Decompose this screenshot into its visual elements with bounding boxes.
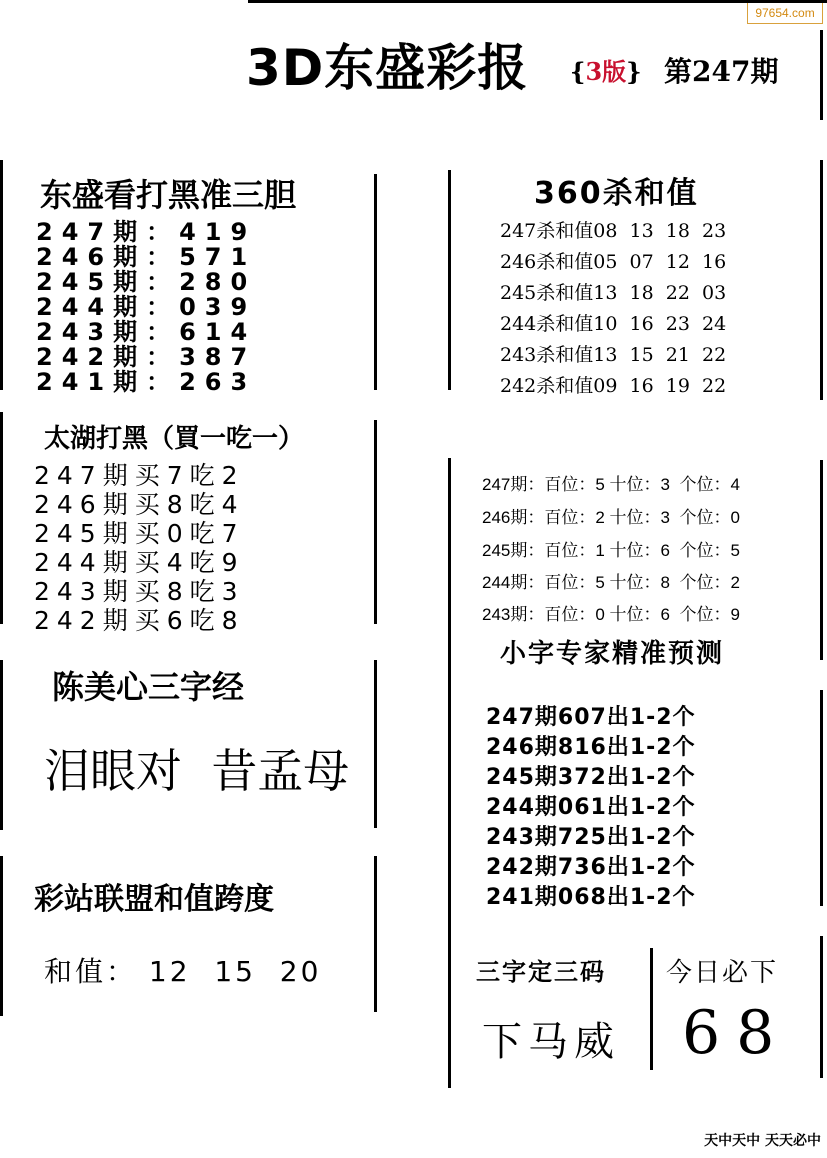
section-360-title: 360杀和值	[534, 176, 699, 211]
right-rule-3	[820, 690, 823, 906]
position-row: 247期：百位：5 十位：3 个位：4	[482, 475, 740, 494]
sanzi-content: 下马威	[482, 1019, 620, 1065]
taihu-row: 243期买8吃3	[34, 577, 245, 606]
position-row: 246期：百位：2 十位：3 个位：0	[482, 508, 740, 527]
position-row: 244期：百位：5 十位：8 个位：2	[482, 573, 740, 592]
section-sanchuan-title: 东盛看打黑准三胆	[40, 176, 297, 214]
today-numbers: 68	[682, 998, 791, 1068]
position-row: 243期：百位：0 十位：6 个位：9	[482, 605, 740, 624]
hezhi-values: 和值： 12 15 20	[44, 955, 322, 988]
expert-row: 243期725出1-2个	[486, 825, 696, 850]
left-border-1	[0, 160, 3, 390]
bottom-box-divider	[650, 948, 653, 1070]
section-sanzijing-title: 陈美心三字经	[52, 668, 245, 706]
kill-sum-row: 242杀和值09 16 19 22	[500, 375, 727, 397]
right-rule-2	[820, 460, 823, 660]
sanchuan-row: 241期：263	[36, 368, 257, 396]
expert-row: 242期736出1-2个	[486, 855, 696, 880]
left-border-3	[0, 660, 3, 830]
expert-row: 241期068出1-2个	[486, 885, 696, 910]
right-rule-4	[820, 936, 823, 1078]
sanchuan-row: 243期：614	[36, 318, 257, 346]
section-taihu-title: 太湖打黑（買一吃一）	[44, 424, 305, 454]
edition-badge	[570, 52, 642, 87]
position-row: 245期：百位：1 十位：6 个位：5	[482, 541, 740, 560]
expert-row: 245期372出1-2个	[486, 765, 696, 790]
section-expert-title: 小字专家精准预测	[500, 639, 725, 669]
kill-sum-row: 244杀和值10 16 23 24	[500, 313, 727, 335]
center-divider-2	[448, 458, 451, 1088]
expert-row: 244期061出1-2个	[486, 795, 696, 820]
page-title: 3D东盛彩报	[246, 39, 529, 97]
taihu-row: 246期买8吃4	[34, 490, 245, 519]
sanchuan-row: 244期：039	[36, 293, 257, 321]
sanchuan-row: 245期：280	[36, 268, 257, 296]
sanchuan-row: 247期：419	[36, 218, 257, 246]
sanchuan-row: 246期：571	[36, 243, 257, 271]
sanzijing-content: 泪眼对 昔孟母	[44, 744, 350, 798]
edition-brace-open: {	[570, 57, 586, 86]
footer-slogan: 天中天中 天天必中	[704, 1133, 821, 1149]
header-right-rule	[820, 30, 823, 120]
taihu-row: 247期买7吃2	[34, 461, 245, 490]
site-watermark: 97654.com	[747, 2, 823, 24]
section3-right-rule	[374, 660, 377, 828]
edition-brace-close: }	[626, 57, 642, 86]
sanchuan-row: 242期：387	[36, 343, 257, 371]
kill-sum-row: 246杀和值05 07 12 16	[500, 251, 727, 273]
right-rule-1	[820, 160, 823, 400]
section-sanzi-title: 三字定三码	[476, 958, 606, 986]
taihu-row: 245期买0吃7	[34, 519, 245, 548]
expert-row: 247期607出1-2个	[486, 705, 696, 730]
left-border-2	[0, 412, 3, 624]
issue-number: 第247期	[664, 55, 779, 88]
section1-right-rule	[374, 174, 377, 390]
section2-right-rule	[374, 420, 377, 624]
edition-label: 3版	[585, 57, 627, 86]
header-top-rule	[248, 0, 827, 3]
kill-sum-row: 247杀和值08 13 18 23	[500, 220, 727, 242]
left-border-4	[0, 856, 3, 1016]
section-today-title: 今日必下	[666, 958, 779, 988]
section4-right-rule	[374, 856, 377, 1012]
taihu-row: 242期买6吃8	[34, 606, 245, 635]
section-hezhi-kuadu-title: 彩站联盟和值跨度	[34, 882, 274, 917]
taihu-row: 244期买4吃9	[34, 548, 245, 577]
expert-row: 246期816出1-2个	[486, 735, 696, 760]
kill-sum-row: 243杀和值13 15 21 22	[500, 344, 727, 366]
kill-sum-row: 245杀和值13 18 22 03	[500, 282, 727, 304]
center-divider-1	[448, 170, 451, 390]
